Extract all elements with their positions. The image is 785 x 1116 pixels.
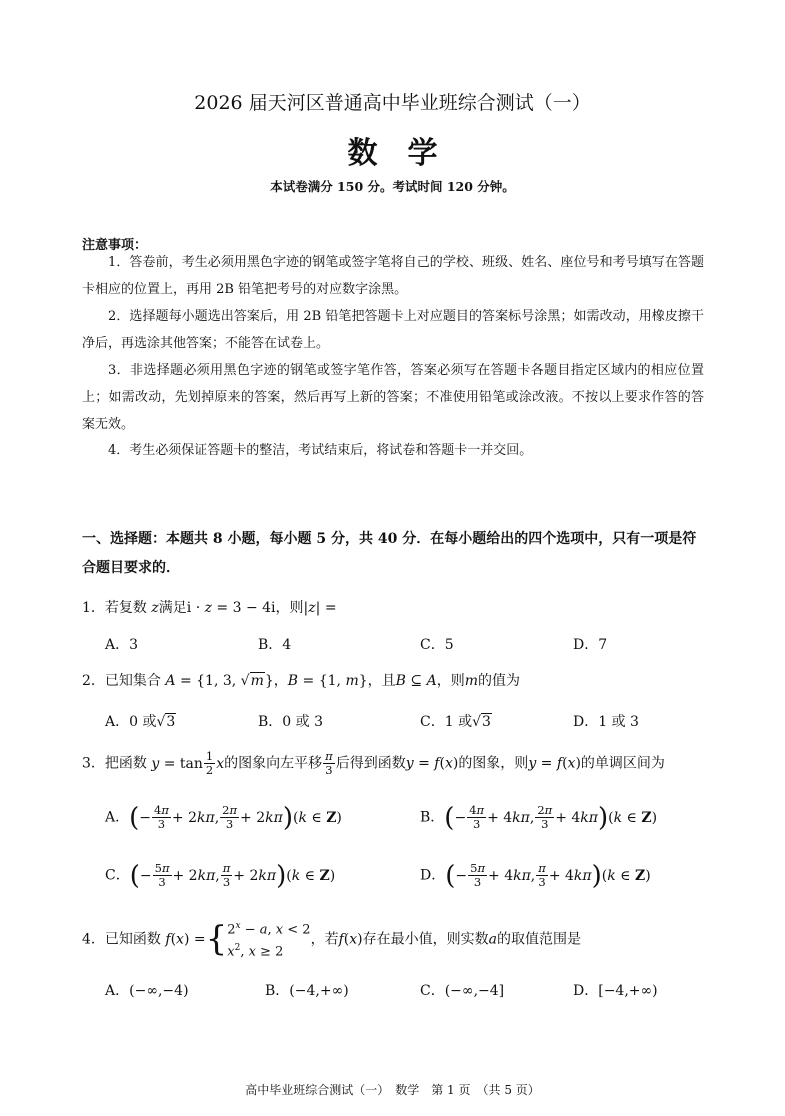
q4-option-c: C．(−∞,−4] (420, 983, 505, 999)
q4-option-a: A．(−∞,−4) (105, 983, 189, 999)
q4-option-b: B．(−4,+∞) (265, 983, 349, 999)
question-4: 4．已知函数 f(x) ={ $2^x - a$, x < 2 $x^2$, x ≥ 2 ，若f(x)存在最小值，则实数a的取值范围是 (82, 919, 581, 960)
page-footer: 高中毕业班综合测试（一） 数学 第 1 页 （共 5 页） (245, 1083, 540, 1097)
notes-heading: 注意事项： (82, 238, 148, 253)
exam-title: 2026 届天河区普通高中毕业班综合测试（一） (194, 92, 591, 114)
subject-title: 数学 (347, 136, 468, 171)
q1-option-c: C．5 (420, 637, 454, 653)
q4-option-d: D．[−4,+∞) (573, 983, 658, 999)
q2-option-d: D．1 或 3 (573, 714, 639, 730)
exam-info: 本试卷满分 150 分。考试时间 120 分钟。 (270, 179, 515, 194)
question-2: 2．已知集合 A = {1, 3, √m}，B = {1, m}，且B ⊆ A，则m的值为 (82, 673, 520, 689)
note-item: 3．非选择题必须用黑色字迹的钢笔或签字笔作答，答案必须写在答题卡各题目指定区域内的相应位置上；如需改动，先划掉原来的答案，然后再写上新的答案；不准使用铅笔或涂改液。不按以上要求作答的答案无效。 (82, 363, 704, 432)
q2-option-a: A．0 或√3 (105, 714, 176, 730)
note-item: 4．考生必须保证答题卡的整洁，考试结束后，将试卷和答题卡一并交回。 (108, 443, 533, 458)
q1-option-d: D．7 (573, 637, 608, 653)
q3-option-a: A．(− $\frac{4\pi}{3}$ + 2kπ, $\frac{2\pi}{3}$ + 2kπ)(k ∈ Z) (105, 802, 342, 833)
note-item: 2．选择题每小题选出答案后，用 2B 铅笔把答题卡上对应题目的答案标号涂黑；如需改动，用橡皮擦干净后，再选涂其他答案；不能答在试卷上。 (82, 309, 704, 351)
question-1: 1．若复数 z满足i · z = 3 − 4i，则|z| = (82, 600, 337, 616)
q2-option-c: C．1 或√3 (420, 714, 491, 730)
note-item: 1．答卷前，考生必须用黑色字迹的钢笔或签字笔将自己的学校、班级、姓名、座位号和考号填写在答题卡相应的位置上，再用 2B 铅笔把考号的对应数字涂黑。 (82, 255, 704, 297)
q2-option-b: B．0 或 3 (258, 714, 324, 730)
q3-option-c: C．(− $\frac{5\pi}{3}$ + 2kπ, $\frac{\pi}{3}$ + 2kπ)(k ∈ Z) (105, 860, 336, 891)
q1-option-a: A．3 (105, 637, 139, 653)
section-heading: 一、选择题：本题共 8 小题，每小题 5 分，共 40 分．在每小题给出的四个选项中，只有一项是符合题目要求的． (82, 531, 697, 576)
q3-option-b: B．(− $\frac{4\pi}{3}$ + 4kπ, $\frac{2\pi}{3}$ + 4kπ)(k ∈ Z) (420, 802, 658, 833)
q1-option-b: B．4 (258, 637, 292, 653)
question-3: 3．把函数 y = tan $\frac{1}{2}$ x的图象向左平移 $\frac{\pi}{3}$ 后得到函数y = f(x)的图象，则y = f(x)的单调区间为 (82, 749, 665, 777)
q3-option-d: D．(− $\frac{5\pi}{3}$ + 4kπ, $\frac{\pi}{3}$ + 4kπ)(k ∈ Z) (420, 860, 651, 891)
